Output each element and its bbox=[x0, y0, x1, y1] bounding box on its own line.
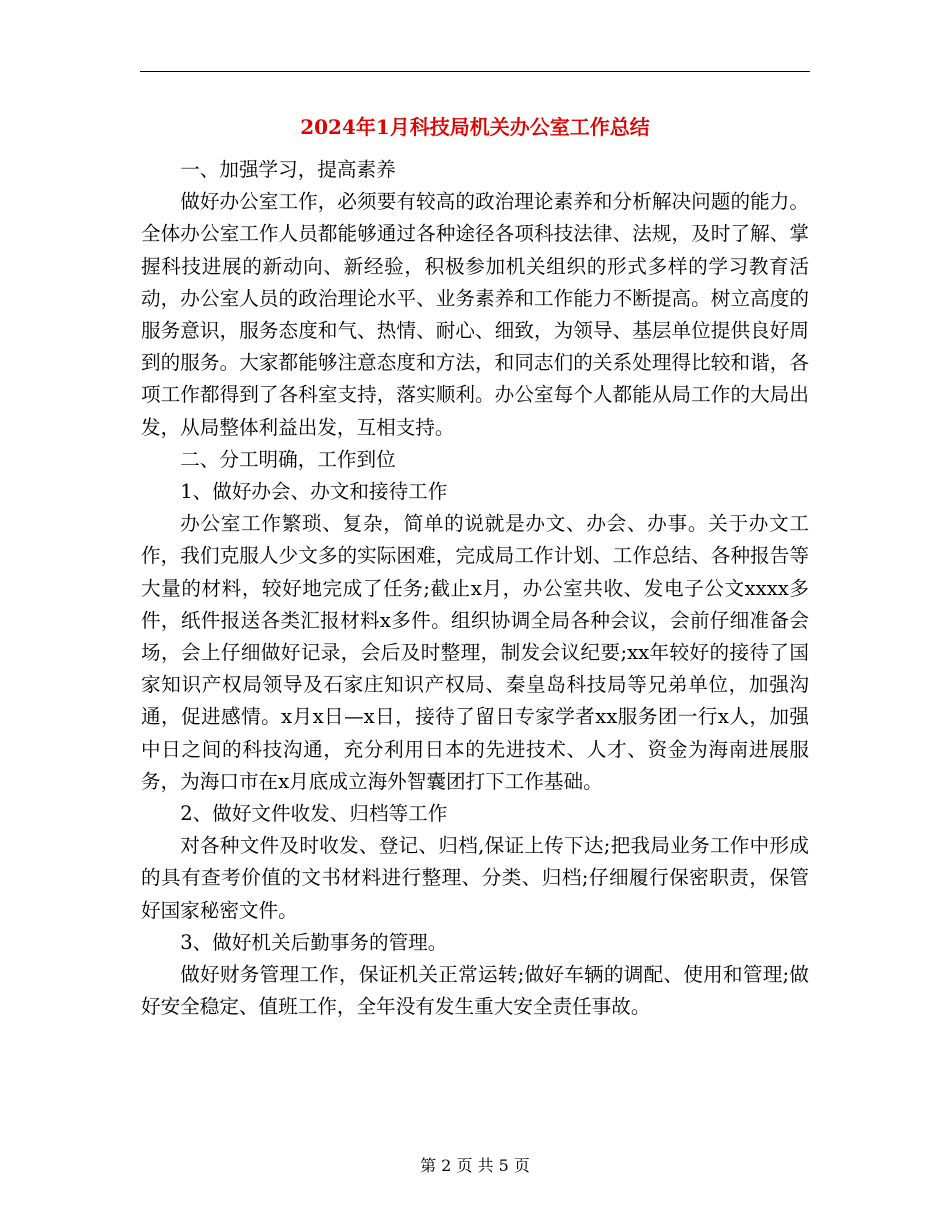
paragraph-files: 对各种文件及时收发、登记、归档,保证上传下达;把我局业务工作中形成的具有查考价值的文书材料进行整理、分类、归档;仔细履行保密职责，保管好国家秘密文件。 bbox=[141, 834, 809, 922]
paragraph-study: 做好办公室工作，必须要有较高的政治理论素养和分析解决问题的能力。全体办公室工作人员都能够通过各种途径各项科技法律、法规，及时了解、掌握科技进展的新动向、新经验，积极参加机关组织的形式多样的学习教育活动，办公室人员的政治理论水平、业务素养和工作能力不断提高。树立高度的服务意识，服务态度和气、热情、耐心、细致，为领导、基层单位提供良好周到的服务。大家都能够注意态度和方法，和同志们的关系处理得比较和谐，各项工作都得到了各科室支持，落实顺利。办公室每个人都能从局工作的大局出发，从局整体利益出发，互相支持。 bbox=[141, 190, 809, 439]
subheading-meetings: 1、做好办会、办文和接待工作 bbox=[180, 480, 448, 504]
header-rule bbox=[140, 71, 810, 72]
paragraph-logistics: 做好财务管理工作，保证机关正常运转;做好车辆的调配、使用和管理;做好安全稳定、值班工作，全年没有发生重大安全责任事故。 bbox=[141, 963, 809, 1019]
document-body bbox=[141, 154, 809, 1023]
section-heading-1: 一、加强学习，提高素养 bbox=[180, 158, 396, 181]
page-number: 第 2 页 共 5 页 bbox=[420, 1156, 530, 1175]
document-title: 2024年1月科技局机关办公室工作总结 bbox=[300, 115, 650, 139]
section-heading-2: 二、分工明确，工作到位 bbox=[180, 447, 396, 471]
subheading-logistics: 3、做好机关后勤事务的管理。 bbox=[180, 930, 448, 954]
subheading-files: 2、做好文件收发、归档等工作 bbox=[180, 802, 448, 826]
paragraph-meetings: 办公室工作繁琐、复杂，简单的说就是办文、办会、办事。关于办文工作，我们克服人少文多的实际困难，完成局工作计划、工作总结、各种报告等大量的材料，较好地完成了任务;截止x月，办公室共收、发电子公文xxxx多件，纸件报送各类汇报材料x多件。组织协调全局各种会议，会前仔细准备会场，会上仔细做好记录，会后及时整理，制发会议纪要;xx年较好的接待了国家知识产权局领导及石家庄知识产权局、秦皇岛科技局等兄弟单位，加强沟通，促进感情。x月x日—x日，接待了留日专家学者xx服务团一行x人，加强中日之间的科技沟通，充分利用日本的先进技术、人才、资金为海南进展服务，为海口市在x月底成立海外智囊团打下工作基础。 bbox=[141, 512, 809, 793]
